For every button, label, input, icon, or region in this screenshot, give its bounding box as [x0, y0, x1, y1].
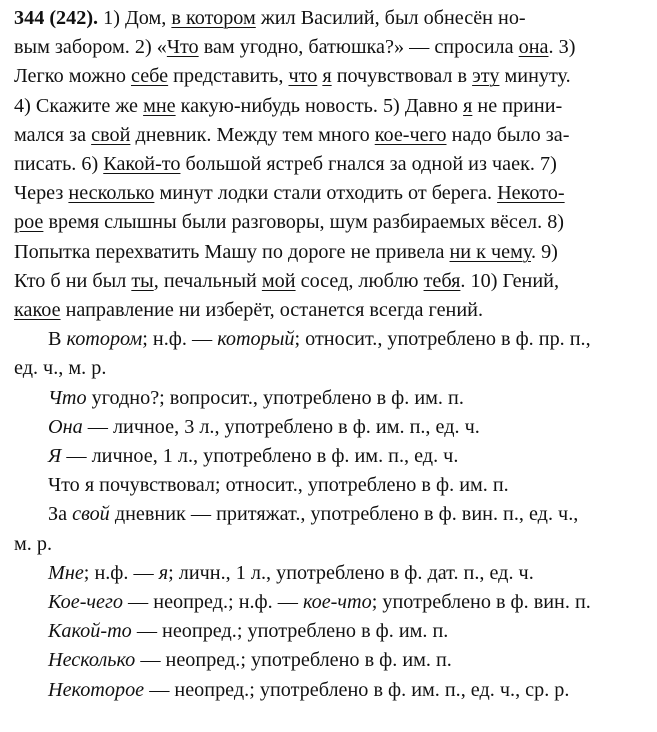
text-fragment: ; личн., 1 л., употреблено в ф. дат. п., ед. ч. — [168, 561, 534, 584]
underlined-pronoun: что — [288, 65, 318, 88]
underlined-pronoun: тебя — [423, 269, 461, 292]
text-fragment: 4) Скажите же — [14, 94, 144, 117]
underlined-pronoun: эту — [472, 65, 500, 88]
italic-term: Я — [48, 445, 62, 468]
underlined-pronoun: она — [518, 36, 549, 59]
analysis-line — [14, 500, 647, 529]
exercise-number: 344 (242). — [14, 7, 99, 29]
exercise-text — [14, 4, 647, 325]
analysis-line — [14, 471, 647, 500]
underlined-pronoun: кое-чего — [374, 123, 447, 146]
analysis-line — [14, 530, 647, 559]
underlined-pronoun: в котором — [171, 7, 256, 29]
exercise-line — [14, 62, 647, 91]
underlined-pronoun: ты — [131, 269, 154, 292]
text-fragment: — неопред.; н.ф. — — [122, 591, 303, 614]
text-fragment: сосед, люблю — [295, 269, 424, 292]
analysis-line — [14, 588, 647, 617]
text-fragment: Попытка перехватить Машу по дороге не привела — [14, 240, 450, 263]
text-fragment: — личное, 3 л., употреблено в ф. им. п., ед. ч. — [82, 415, 480, 438]
underlined-pronoun: себе — [130, 65, 169, 88]
italic-term: Она — [48, 415, 83, 438]
text-fragment: минут лодки стали отходить от берега. — [154, 182, 498, 205]
text-fragment: ; употреблено в ф. вин. п. — [371, 591, 591, 614]
text-fragment: мался за — [14, 123, 92, 146]
text-fragment: За — [48, 503, 73, 526]
text-fragment: направление ни изберёт, останется всегда гений. — [60, 299, 483, 322]
exercise-line — [14, 296, 647, 325]
text-fragment: — неопред.; употреблено в ф. им. п., ед. ч., ср. р. — [144, 678, 570, 701]
text-fragment: . 3) — [548, 36, 576, 59]
analysis-line — [14, 442, 647, 471]
exercise-line — [14, 121, 647, 150]
text-fragment: большой ястреб гнался за одной из чаек. 7) — [180, 153, 557, 176]
exercise-line — [14, 267, 647, 296]
analysis-line — [14, 384, 647, 413]
underlined-pronoun: Какой-то — [103, 153, 181, 176]
underlined-pronoun: Что — [166, 36, 199, 59]
exercise-line — [14, 92, 647, 121]
italic-term: свой — [72, 503, 110, 526]
exercise-line — [14, 238, 647, 267]
text-fragment: Через — [14, 182, 69, 205]
underlined-pronoun: мой — [261, 269, 296, 292]
text-fragment: ; н.ф. — — [83, 561, 159, 584]
italic-term: кое-что — [302, 591, 372, 614]
exercise-line — [14, 150, 647, 179]
text-fragment: писать. 6) — [14, 153, 104, 176]
italic-term: который — [217, 328, 295, 351]
italic-term: Кое-чего — [48, 591, 123, 614]
text-fragment: не прини- — [472, 94, 563, 117]
analysis-line — [14, 617, 647, 646]
text-fragment: В — [48, 328, 67, 351]
text-fragment: — личное, 1 л., употреблено в ф. им. п., ед. ч. — [61, 445, 459, 468]
text-fragment: , печальный — [153, 269, 262, 292]
text-fragment: — неопред.; употреблено в ф. им. п. — [135, 649, 452, 672]
text-fragment: вым забором. 2) « — [14, 36, 167, 59]
underlined-pronoun: ни к чему — [449, 240, 531, 263]
text-fragment: время слышны были разговоры, шум разбираемых вёсел. 8) — [43, 211, 565, 234]
text-fragment: представить, — [168, 65, 289, 88]
underlined-pronoun: несколько — [68, 182, 155, 205]
analysis-line — [14, 559, 647, 588]
text-fragment: ед. ч., м. р. — [14, 357, 107, 380]
text-fragment: дневник — притяжат., употреблено в ф. вин. п., ед. ч., — [109, 503, 579, 526]
text-fragment: ; относит., употреблено в ф. пр. п., — [294, 328, 591, 351]
text-fragment: минуту. — [499, 65, 571, 88]
underlined-pronoun: свой — [91, 123, 131, 146]
text-fragment: Кто б ни был — [14, 269, 132, 292]
text-fragment: жил Василий, был обнесён но- — [255, 7, 526, 29]
analysis-line — [14, 325, 647, 354]
exercise-line — [14, 33, 647, 62]
italic-term: Некоторое — [48, 678, 145, 701]
underlined-pronoun: я — [463, 94, 473, 117]
underlined-pronoun: мне — [143, 94, 176, 117]
text-fragment: м. р. — [14, 532, 53, 555]
italic-term: Какой-то — [48, 620, 132, 643]
text-fragment: какую-нибудь новость. 5) Давно — [175, 94, 464, 117]
text-fragment: 1) Дом, — [98, 7, 172, 29]
analysis-line — [14, 413, 647, 442]
analysis-line — [14, 354, 647, 383]
exercise-line — [14, 179, 647, 208]
text-fragment: надо было за- — [446, 123, 570, 146]
analysis-text — [14, 325, 647, 705]
text-fragment: почувствовал в — [331, 65, 473, 88]
text-fragment: дневник. Между тем много — [130, 123, 375, 146]
underlined-pronoun: я — [322, 65, 332, 88]
analysis-line — [14, 646, 647, 675]
underlined-pronoun: рое — [14, 211, 44, 234]
text-fragment: . 10) Гений, — [460, 269, 560, 292]
italic-term: я — [158, 561, 169, 584]
italic-term: котором — [66, 328, 143, 351]
underlined-pronoun: какое — [14, 299, 61, 322]
text-fragment: Легко можно — [14, 65, 131, 88]
italic-term: Мне — [48, 561, 84, 584]
text-fragment: ; н.ф. — — [142, 328, 218, 351]
italic-term: Несколько — [48, 649, 136, 672]
text-fragment: . 9) — [530, 240, 558, 263]
text-fragment: — неопред.; употреблено в ф. им. п. — [131, 620, 449, 643]
text-fragment: вам угодно, батюшка?» — спросила — [198, 36, 519, 59]
exercise-line — [14, 4, 647, 33]
exercise-line — [14, 208, 647, 237]
italic-term: Что — [48, 386, 87, 409]
underlined-pronoun: Некото- — [497, 182, 565, 205]
text-fragment: Что я почувствовал; относит., употреблено в ф. им. п. — [48, 474, 509, 497]
analysis-line — [14, 676, 647, 705]
text-fragment: угодно?; вопросит., употреблено в ф. им. п. — [86, 386, 464, 409]
